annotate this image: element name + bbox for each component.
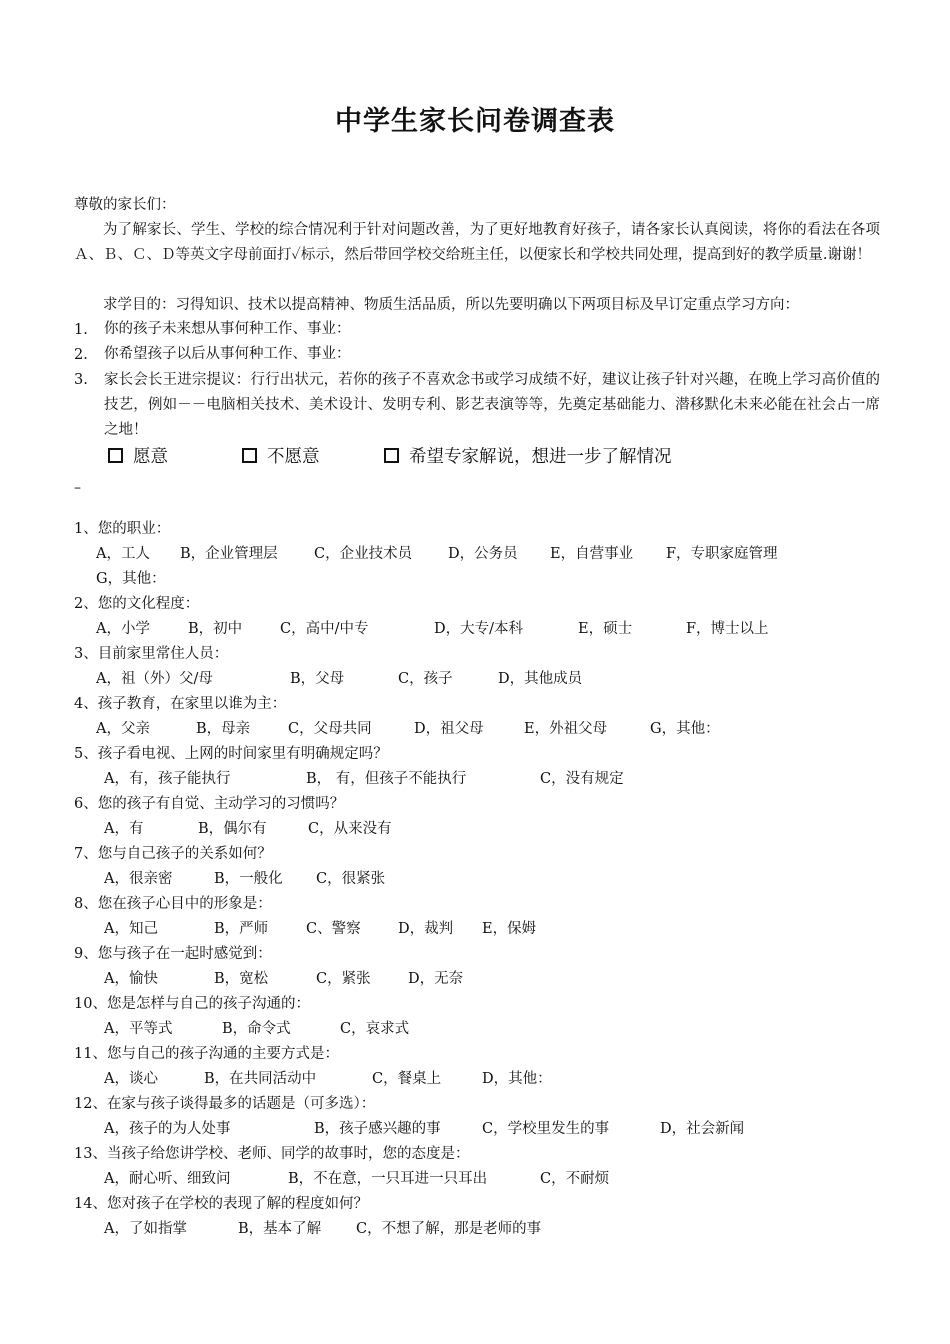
question: 3、目前家里常住人员： [74,646,229,662]
checkbox-option[interactable] [384,443,672,468]
answer-option[interactable]: C、警察 [306,921,361,937]
intro-paragraph [74,218,880,268]
answer-option[interactable]: D，其他成员 [498,671,583,687]
answer-option[interactable]: D，无奈 [408,971,464,987]
item-text: 你的孩子未来想从事何种工作、事业： [104,321,351,337]
answer-option[interactable]: A，耐心听、细致问 [104,1171,231,1187]
checkbox-icon[interactable] [384,448,399,463]
answer-option[interactable]: B，严师 [214,921,269,937]
answer-option[interactable]: C，从来没有 [308,821,392,837]
answer-option[interactable]: D，裁判 [398,921,454,937]
question: 9、您与孩子在一起时感觉到： [74,946,272,962]
item-text: 家长会长王进宗提议：行行出状元，若你的孩子不喜欢念书或学习成绩不好，建议让孩子针对兴趣，在晚上学习高价值的技艺，例如－－电脑相关技术、美术设计、发明专利、影艺表演等等，先奠定基础能力、潜移默化未来必能在社会占一席之地！ [104,372,880,438]
checkbox-label: 希望专家解说，想进一步了解情况 [409,447,672,467]
answer-option[interactable]: D，其他： [482,1071,552,1087]
separator-dash: – [74,480,81,496]
answer-option[interactable]: A，孩子的为人处事 [104,1121,231,1137]
answer-option[interactable]: E，自营事业 [550,546,634,562]
answer-option[interactable]: B，母亲 [196,721,251,737]
answer-option[interactable]: B，初中 [188,621,243,637]
question: 4、孩子教育，在家里以谁为主： [74,696,287,712]
question: 12、在家与孩子谈得最多的话题是（可多选）： [74,1096,376,1112]
answer-option[interactable]: D，公务员 [448,546,518,562]
goal-line: 求学目的：习得知识、技术以提高精神、物质生活品质，所以先要明确以下两项目标及早订定重点学习方向： [103,297,799,313]
answer-option[interactable]: F，博士以上 [686,621,769,637]
answer-option[interactable]: D，社会新闻 [660,1121,745,1137]
answer-option[interactable]: C，紧张 [316,971,371,987]
document-title: 中学生家长问卷调查表 [335,106,615,137]
salutation: 尊敬的家长们： [74,197,176,213]
answer-option[interactable]: A，小学 [96,621,150,637]
answer-option[interactable]: A，愉快 [104,971,158,987]
item-number: 1. [74,322,88,338]
answer-option[interactable]: B，命令式 [222,1021,291,1037]
question: 7、您与自己孩子的关系如何？ [74,846,272,862]
answer-option[interactable]: C，孩子 [398,671,453,687]
intro-text: 为了解家长、学生、学校的综合情况利于针对问题改善，为了更好地教育好孩子，请各家长认真阅读，将你的看法在各项Ａ、Ｂ、Ｃ、Ｄ等英文字母前面打✓标示，然后带回学校交给班主任，以便家长和学校共同处理，提高到好的教学质量.谢谢！ [74,222,880,263]
answer-option[interactable]: B，企业管理层 [180,546,278,562]
answer-option[interactable]: B，孩子感兴趣的事 [314,1121,441,1137]
answer-option[interactable]: A，很亲密 [104,871,173,887]
answer-option[interactable]: C，没有规定 [540,771,624,787]
answer-option[interactable]: C，很紧张 [316,871,386,887]
question: 2、您的文化程度： [74,596,200,612]
answer-option[interactable]: B，父母 [290,671,345,687]
item-number: 2. [74,347,88,363]
answer-option[interactable]: C，父母共同 [288,721,372,737]
answer-option[interactable]: G，其他： [650,721,720,737]
item-text: 你希望孩子以后从事何种工作、事业： [104,346,351,362]
checkbox-option[interactable] [242,443,320,468]
answer-option[interactable]: A，有 [104,821,144,837]
answer-option[interactable]: D，大专/本科 [434,621,524,637]
question: 8、您在孩子心目中的形象是： [74,896,272,912]
answer-option[interactable]: A，谈心 [104,1071,158,1087]
answer-option[interactable]: A，有，孩子能执行 [104,771,231,787]
answer-option[interactable]: B，不在意，一只耳进一只耳出 [288,1171,488,1187]
answer-option[interactable]: D，祖父母 [414,721,484,737]
answer-option[interactable]: B，基本了解 [238,1221,322,1237]
answer-option[interactable]: E，外祖父母 [524,721,608,737]
checkbox-icon[interactable] [108,448,123,463]
answer-option[interactable]: A，工人 [96,546,150,562]
answer-option[interactable]: B，偶尔有 [198,821,267,837]
answer-option[interactable]: A，父亲 [96,721,150,737]
checkbox-label: 愿意 [133,447,168,467]
answer-option[interactable]: A，平等式 [104,1021,173,1037]
question: 5、孩子看电视、上网的时间家里有明确规定吗？ [74,746,388,762]
answer-option[interactable]: F，专职家庭管理 [666,546,778,562]
answer-option[interactable]: B，宽松 [214,971,269,987]
checkbox-option[interactable] [108,443,168,468]
question: 10、您是怎样与自己的孩子沟通的： [74,996,310,1012]
checkbox-label: 不愿意 [267,447,320,467]
question: 14、您对孩子在学校的表现了解的程度如何？ [74,1196,368,1212]
answer-option[interactable]: C，不耐烦 [540,1171,610,1187]
answer-option[interactable]: E，保姆 [482,921,537,937]
answer-option[interactable]: C，餐桌上 [372,1071,442,1087]
question: 6、您的孩子有自觉、主动学习的习惯吗？ [74,796,345,812]
answer-option[interactable]: G，其他： [96,571,166,587]
item-number: 3. [74,372,88,388]
checkbox-icon[interactable] [242,448,257,463]
answer-option[interactable]: B，一般化 [214,871,283,887]
answer-option[interactable]: A，了如指掌 [104,1221,187,1237]
answer-option[interactable]: C，学校里发生的事 [482,1121,610,1137]
answer-option[interactable]: A，祖（外）父/母 [96,671,213,687]
answer-option[interactable]: C，高中/中专 [280,621,369,637]
answer-option[interactable]: C，企业技术员 [314,546,413,562]
answer-option[interactable]: B，在共同活动中 [204,1071,317,1087]
question: 11、您与自己的孩子沟通的主要方式是： [74,1046,339,1062]
answer-option[interactable]: B， 有，但孩子不能执行 [306,771,467,787]
question: 1、您的职业： [74,521,171,537]
question: 13、当孩子给您讲学校、老师、同学的故事时，您的态度是： [74,1146,470,1162]
answer-option[interactable]: A，知己 [104,921,158,937]
answer-option[interactable]: C，哀求式 [340,1021,410,1037]
answer-option[interactable]: C，不想了解，那是老师的事 [356,1221,542,1237]
answer-option[interactable]: E，硕士 [578,621,633,637]
